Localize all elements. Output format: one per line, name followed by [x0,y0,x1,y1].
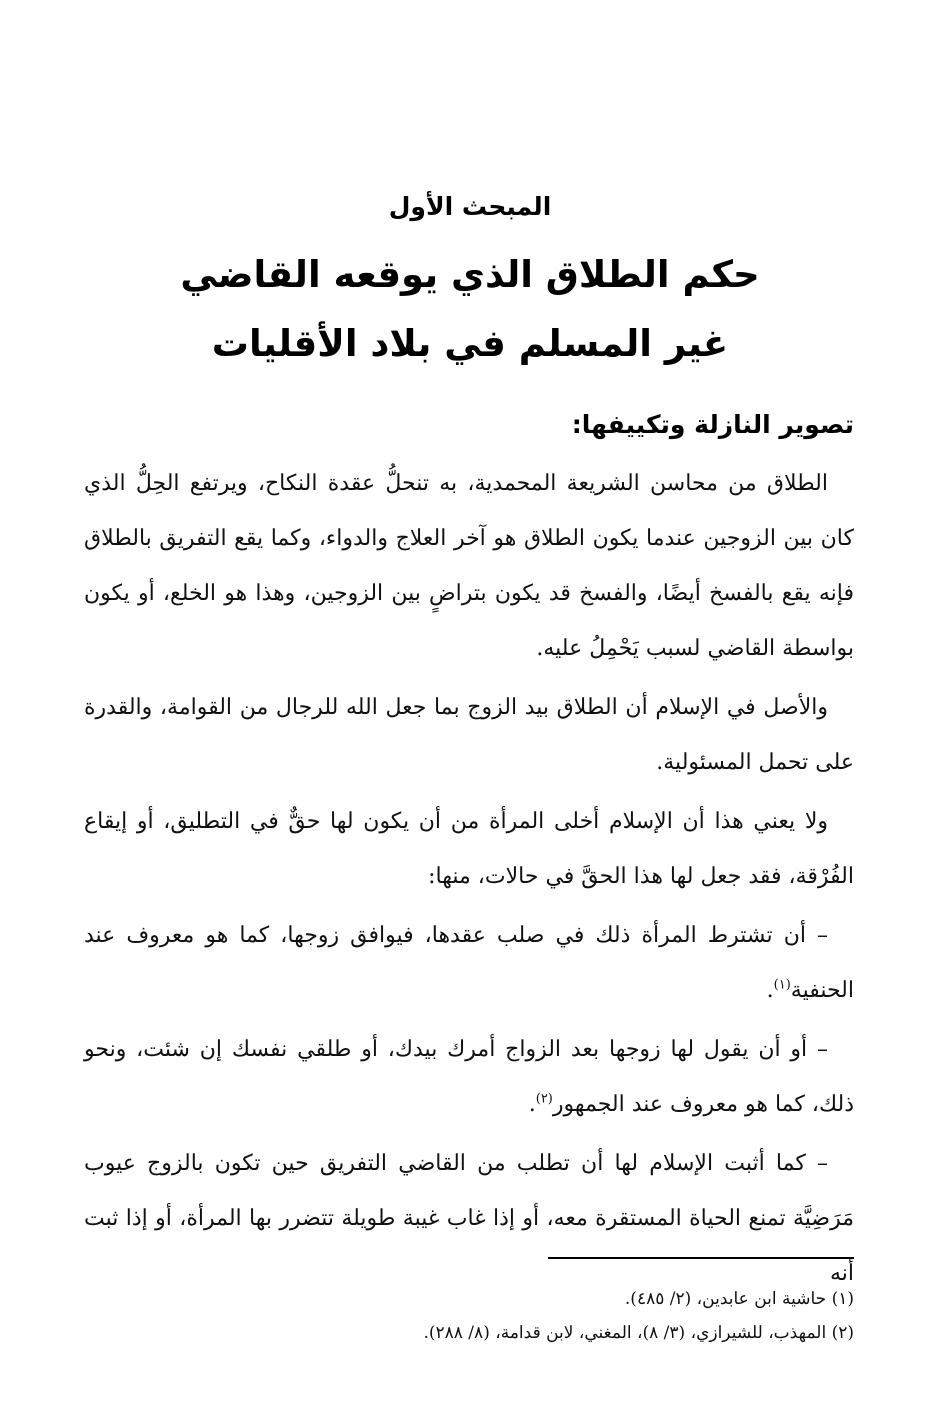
paragraph-end: . [766,978,774,1003]
footnote-separator [548,1257,854,1259]
paragraph: الطلاق من محاسن الشريعة المحمدية، به تنحلُّ عقدة النكاح، ويرتفع الحِلُّ الذي كان بين الزوجين عندما يكون الطلاق هو آخر العلاج والدواء، وكما يقع التفريق بالطلاق فإنه يقع بالفسخ أيضًا، والفسخ قد يكون بتراضٍ بين الزوجين، وهذا هو الخلع، أو يكون بواسطة القاضي لسبب يَحْمِلُ عليه. [84,471,854,661]
paragraph [84,1022,854,1132]
paragraph-end: . [528,1092,536,1117]
paragraph-text: – أن تشترط المرأة ذلك في صلب عقدها، فيوافق زوجها، كما هو معروف عند الحنفية [84,923,854,1003]
chapter-title-line-2: غير المسلم في بلاد الأقليات [211,322,729,365]
section-subtitle: تصوير النازلة وتكييفها: [571,410,854,439]
body-text [84,456,854,1305]
section-label: المبحث الأول [388,192,552,221]
footnote-ref[interactable]: (٢) [535,1091,553,1107]
paragraph-text: – أو أن يقول لها زوجها بعد الزواج أمرك بيدك، أو طلقي نفسك إن شئت، ونحو ذلك، كما هو معروف عند الجمهور [84,1037,854,1117]
footnotes [84,1282,854,1350]
paragraph [84,908,854,1018]
footnote-2: (٢) المهذب، للشيرازي، (٣/ ٨)، المغني، لابن قدامة، (٨/ ٢٨٨). [423,1323,854,1343]
footnote-1: (١) حاشية ابن عابدين، (٢/ ٤٨٥). [624,1289,854,1309]
paragraph: – كما أثبت الإسلام لها أن تطلب من القاضي التفريق حين تكون بالزوج عيوب مَرَضِيَّة تمنع الحياة المستقرة معه، أو إذا غاب غيبة طويلة تتضرر بها المرأة، أو إذا ثبت أنه [84,1151,854,1286]
chapter-title-line-1: حكم الطلاق الذي يوقعه القاضي [180,253,760,296]
footnote-ref[interactable]: (١) [773,977,791,993]
paragraph: ولا يعني هذا أن الإسلام أخلى المرأة من أن يكون لها حقٌّ في التطليق، أو إيقاع الفُرْقة، فقد جعل لها هذا الحقَّ في حالات، منها: [84,809,854,889]
paragraph: والأصل في الإسلام أن الطلاق بيد الزوج بما جعل الله للرجال من القوامة، والقدرة على تحمل المسئولية. [84,695,854,775]
